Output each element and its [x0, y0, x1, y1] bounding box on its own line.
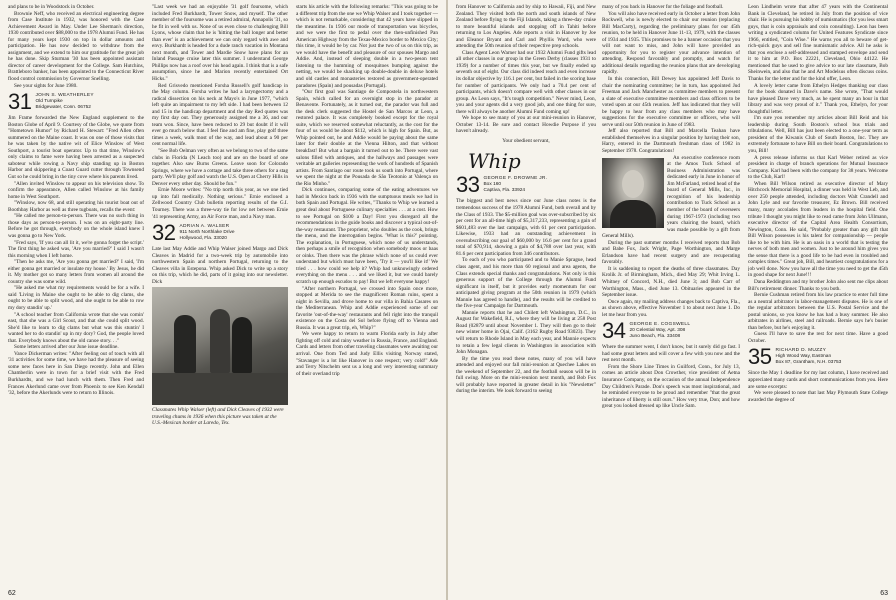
paragraph: Leon Lindheim wrote that after 47 years with the Continental Bank in Cleveland, he retired in July from the position of vice chair. He is pursuing his hobby of numismatics (for you less smart guys, that is coin appraisals and coin consulting). Leon has been writing a syndicated column for United Features Syndicate since 1966, entitled, "Coin Wise." He warns you all to beware of get-rich-quick guys and sell fine numismatic advice. All he asks is that you enclose a self-addressed and stamped envelope and send it to him at P.O. Box 22221, Cleveland, Ohio 44122. He mentioned that he used to give advice to our late classmate, Bob Sheinwein, and also that he and Art Modelsus often discuss coins. Thanks for the letter and for the kind offer, Leon.: [748, 4, 888, 83]
address-line: Bridgewater, Conn. 06752: [35, 105, 91, 111]
address-line: Box 160: [483, 182, 502, 188]
paragraph: "Last week we had an enjoyable '31 golf foursome, which included Fred Burkhardt, Tower Snow, and myself. The other member of the foursome was a retired admiral, Annapolis '31, so he fit in well with us. None of us even close to challenging Bill Lyons, whose claim that he is 'hitting the ball longer and better than ever' is an achievement we can only regard with awe and envy. Burkhardt is headed for a dude ranch vacation in Montana next month, and Tower and Mardie Snow have plans for an Inland Passage cruise later this summer. I understand George Phillips now has a roof over his head again. I think that is a safe assumption, since he and Marion recently entertained Ort Hicks.": [152, 4, 288, 83]
paragraph: You will also have received early in October a letter from John Rockwell, who is newly elected to chair our reunion (replacing Bill MacCarty), regarding the preliminary plans for our 45th reunion, to be held in Hanover June 11-13, 1979, with the classes of 1934 and 1935. This promises to be a banner occasion that you will not want to miss, and John will have provided an opportunity for you to register your advance intention of attending. Respond favorably and promptly, and watch for additional details regarding the reunion plans that are developing rapidly.: [602, 10, 740, 76]
paragraph: Mannie reports that he and Chilett left Washington, D.C., in August for Wakefield, R.I., where they will be living at 258 Post Road (02879 until about November 1. They will then go to their new winter home in Ojai, Calif. (3162 Rugby Road 93023). They will return to Rhode Island in May each year, and Mannie expects to retain a few legal clients in Washington in association with John Monagan.: [456, 309, 596, 356]
class-entry-33: [456, 172, 596, 198]
paragraph: To each of you who participated and to Manie Sprague, head class agent, and his more than 60 regional and area agents, the Class extends special thanks and congratulations. Not only is this generous support of the College through the Alumni Fund significant in itself, but it provides early momentum for our anticipated giving program at the 50th reunion in 1979 (which Mannie has agreed to handle), and the results will be credited to the five-year Campaign for Dartmouth.: [456, 257, 596, 310]
secretary-name: GEORGE F. DROWNE JR.: [483, 176, 548, 182]
paragraph: In this connection, Bill Dewey has appointed Jeff Davis to chair the nominating committee; he in turn, has appointed Jud Freeman and Jack Manchester as committee members to present a slate of executive committee members and class officers to be voted upon at our 45th reunion. Jeff has indicated that they will be happy to hear from any class members who may have suggestions for the executive committee or officers, who will serve until our 50th reunion in June of 1983.: [602, 76, 740, 128]
paragraph: "Then he asks me, 'Are you gonna get married?' I said, 'I'm either gonna get married or insulate my house.' By Jesus, he did it. My mother got so many letters from women all around the country she was some wild.: [8, 259, 144, 285]
paragraph: By the time you read these notes, many of you will have attended and enjoyed our fall mini-reunion at Quechee Lakes on the weekend of September 22, and the football season will be in full swing. More on the mini-reunion next month, and Bob Fox will probably have reported in greater detail in his "Newsletter" during the interim. We look forward to seeing: [456, 355, 596, 395]
address-line: Hollywood, Fla. 33020: [179, 236, 227, 242]
secretary-name: ADRIAN A. WALSER: [179, 224, 230, 230]
secretary-name: RICHARD D. MUZZY: [775, 348, 827, 354]
right-column-3: [748, 4, 888, 582]
paragraph: Brownie Neff, who received an electrical engineering degree from Case Institute in 1932, was honored with the Case Achievement Award in May. Under Lee Sherman's direction, 1930 contributed over $88,000 to the 1978 Alumni Fund. He has for many years kept 1930 on top in dollar amounts and participation. He has now decided to withdraw from the assignment, and we extend to him our gratitude for the great job he has done. Skip Sturman '30 has been appointed assistant director of career development for the College. Sam Hutchins, Brattleboro banker, has been appointed to the Connecticut River flood control commission by Governor Snelling.: [8, 10, 144, 83]
paragraph: "Fred says, 'If you can all lit it, we're gonna forget the script.' The first thing he asked was, 'Are you married?' I said I wasn't this morning when I left home.: [8, 239, 144, 259]
paragraph: "After northern Portugal, we crossed into Spain once more, stopped at Merida to see the magnificent Roman ruins, spent a night in Sevilla, and drove home to our villa in Bahia Casares on the Mediterranean. Whip and Addie experienced some of our favorite 'out-of-the-way' restaurants and fell right into the tranquil existence on the Costa del Sol before flying off to Vienna and Russia. It was a great trip, eh, Whip?": [296, 285, 438, 331]
right-page: [448, 0, 896, 600]
class-number: 33: [456, 172, 480, 198]
class-entry-35: [748, 344, 888, 370]
photo-figure: [232, 317, 252, 373]
photo-figure: [174, 315, 196, 373]
paragraph: An executive conference room at the Amos Tuck School of Business Administration was dedicated early in June in honor of Jim McFarland, retired head of the board of General Mills, Inc., in recognition of his leadership contribution to Tuck School as a member of the board of overseers during 1967-1973 (including two years chairing the board, which was made possible by a gift from General Mills).: [602, 154, 740, 240]
paragraph: Jim Frame forwarded the New England supplement to the Boston Globe of April 9. Courtesy of the Globe, we quote from "Hometown Humor" by Richard H. Stewart: "Fred Allen often summered on the Maine coast. It was on one of those visits that he was taken by the native wit of Elice Winslow of West Southport, a tourist boat operator. Up to that time, Winslow's only claims to fame were having been arrested as a suspected saboteur while rowing a Navy ship standing up in Boston Harbor and skippering a Coast Guard cutter through Townsend Gut so he could bring in the tiny cove where his parents lived.: [8, 115, 144, 181]
paragraph: During the past summer months I received reports that Bob and Babe Fox, Jack Wright, Page Worthington, and Marge Erlandson have had recent surgery and are recuperating favorably.: [602, 239, 740, 266]
address-line: Box 87, Grantham, N.H. 03753: [775, 360, 842, 366]
paragraph: Vance Dickerman writes: "After feeling out of touch with all '31 activities for some time, we have had the pleasure of seeing some new faces here in San Diego recently. John and Ellen Chamberlin were in town for a brief visit with the Fred Burkhardts, and we had lunch with them. Then Fred and Frances Akerlund came over from Phoenix to see Ken Kendall '32, before the Akerlunds were to return to Illinois.: [8, 350, 144, 397]
paragraph: The biggest and best news since our June class notes is the tremendous success of the 1978 Alumni Fund, both overall and by the Class of 1933. The $5-million goal was over-subscribed by six per cent for an all-time high of $5,317,233, representing a gain of $601,483 over the last campaign, with 61 per cent participation. Likewise, 1933 had an outstanding achievement in oversubscribing our goal of $60,000 by 16.6 per cent for a grand total of $70,914, showing a gain of $4,788 over last year, with 81.6 per cent participation from 346 contributors.: [456, 198, 596, 257]
class-secretary-address: [483, 175, 547, 194]
paragraph: from Hanover to California and by ship to Hawaii, Fiji, and New Zealand. They visited both the north and south islands of New Zealand before flying to the Fiji Islands, taking a three-day cruise to more beautiful islands and stopping off in Tahiti before returning to Los Angeles. Ade reports a visit in Hanover by Joe and Eleanor Bryant and Carl and Phyllis Ward, who were attending the 50th reunion of their respective prep schools.: [456, 4, 596, 50]
address-line: Captiva, Fla. 33924: [483, 188, 526, 194]
paragraph: "He asked me what my requirements would be for a wife. I said 'Living in Maine she ought to be able to dig clams, she ought to be able to split wood, and she ought to be able to row my dory standin' up.': [8, 285, 144, 311]
paragraph: Ernie Moore writes: "No trip north this year, as we one tied up into fall medically. Nothing serious." Ernie enclosed a Zellwood Country Club bulletin reporting results of the G.I. Tourney. There was a three-way tie for low net between Ernie '41 representing Army, an Air Force man, and a Navy man.: [152, 187, 288, 220]
left-page: [0, 0, 446, 600]
paragraph: "See Bob Oelman very often as we belong to two of the same clubs in Florida (N Leach too) and are on the board of one together. Also saw Burns Greens. Leave soon for Colorado Springs, where we have a cottage and take three others for a stag party. We'll play golf and watch the U.S. Open at Cherry Hills in Denver every other day. Should be fun.": [152, 148, 288, 187]
paragraph: "Our first goal was Santiago de Compostela in northwestern Spain, which called for an overnight stop in the parador at Benavente. Fortunately, as it turned out, the parador was full and the desk clerk suggested the Hostel de San Marcos at Leon, a restored palace. It was completely booked except for the royal suite, which we reserved somewhat reluctantly, as the cost for the four of us would be about $112, which is high for Spain. But, as Whip pointed out, he and Addie would be paying about the same later for their double at the Vienna Hilton, and that without breakfast! But what a bargain it turned out to be. There were vast salons filled with antiques, and the hallways and passages were veritable art galleries representing the work of hundreds of Spanish artists. From Santiago our route took us south into Portugal, where we spent the night at the Pousada de São Teotonio at Valença on the Rio Minho.": [296, 89, 438, 187]
paragraph: "A school teacher from California wrote that she was comin' east, that she was a Girl Scout, and that she could split wood. She'd like to learn to dig clams but what was this stuntin' I wanted her to do standin' up in my dory? God, the people loved that. Everybody knows about the old canoe story. . .": [8, 311, 144, 344]
paragraph: Class Agent Leon Warner had our 1932 Alumni Fund gifts lead all other classes in our group in the Green Derby (classes 1931 to 1939) for a number of times this year, but we finally ended up seventh out of eight. Our class did indeed reach and even increase its dollar objective by 116.1 per cent, but failed in the scoring base for number of participants. We only had a 70.4 per cent of participants, which doesn't compare well with other classes in our group. As Leon says, "It's tough competition." Never mind, Leon, you and your agents did a very good job, and one thing for sure, there will always be another Alumni Fund coming up!: [456, 49, 596, 115]
class-entry-34: [602, 318, 740, 344]
paragraph: Dick continues, comparing some of the eating adventures we had in Mexico back in 1936 with the sumptuous meals we had in both Spain and Portugal. He writes, "Thanks to Whip we learned a great deal about Portuguese culinary specialties . . . at a cost. How to see Portugal on $100 a Day! First you disregard all the recommendations in the guide books and discover a typical out-of-the-way restaurant. The proprietor, who doubles as the cook, brings the menu, and the interrogation begins. 'What is this?' pointing. The explanation, in Portuguese, which none of us understands, then perhaps a smile of recognition when somebody moos or baas or oinks. Then there was the phrase which none of us could ever understand but which must have been, 'Try it — you'll like it!' We tried . . . how could we help it? Whip had unknowingly ordered everything on the menu . . . and we liked it, but we could barely scratch up enough escudos to pay! But we left everyone happy!: [296, 187, 438, 285]
paragraph: A lovely letter came from Ethelyn Hedges thanking our class for the book donated in Dave's name. She wrote, "That would have pleased Dave very much, as he spent many an hour in that library and was very proud of it." Thank you, Ethelyn, for your thoughtful letter.: [748, 82, 888, 115]
paragraph: From the Shore Line Times in Guilford, Conn., for July 13, comes an article about Don Crowther, vice president of Aetna Insurance Company, on the occasion of the annual Independence Day Children's Parade. Don's speech was most inspirational, and he reminded everyone to be proud and remember "that the great inheritance of liberty is still ours." How very true, Don; and how great you looked dressed up like Uncle Sam.: [602, 363, 740, 410]
class-number: 35: [748, 344, 772, 370]
address-line: 20 Celestial Way, Apt. 308: [629, 328, 686, 334]
paragraph: We were happy to return to warm Florida early in July after fighting off cold and rainy weather in Russia, France, and England. Cards and letters from other traveling classmates were awaiting our arrival. One from Ted and Judy Ellis visiting Norway stated, "Stavanger is a lot like Hanover in one respect; very cold!" Ade and Terry Nitschelm sent us a long and very interesting summary of their overland trip: [296, 331, 438, 377]
left-column-2: [152, 4, 288, 582]
right-column-2: [602, 4, 740, 582]
paragraph: Late last May Addie and Whip Walser joined Margo and Dick Cleaves in Madrid for a two-week trip by automobile into northwestern Spain and northern Portugal, returning to the Cleaves villa in Estepona. Whip asked Dick to write up a story on this trip, which he did, parts of it going into our newsletter. Dick: [152, 246, 288, 285]
page-number: 62: [8, 590, 16, 597]
right-column-1: [456, 4, 596, 582]
paragraph: many of you back in Hanover for the foliage and football.: [602, 4, 724, 10]
paragraph: "Winslow, now 68, and still operating his tourist boat out of Boothbay Harbor as well as three tugboats, recalls the event:: [8, 200, 144, 213]
class-entry-31: [8, 89, 144, 115]
secretary-name: GEORGE E. COGSWELL: [629, 322, 691, 328]
signature: Whip: [468, 149, 521, 174]
paragraph: I'm sure you remember my articles about Bill Reid and his leadership during South Boston's school bus trials and tribulations. Well, Bill has just been elected to a one-year term as president of the Kiwanis Club of South Boston, Inc. They are extremely fortunate to have Bill on their board. Congratulations to you, Bill!: [748, 115, 888, 155]
photo-car-shape: [152, 373, 288, 405]
paragraph: Red Grisvedo mentioned Forsha Russell's golf handicap in the May column. Forsha writes he had a laryngectomy and a radical dissection on his neck at Mayo's in June 1977, "which left quite an impairment to my left side. I had been between 12 and 15 in the handicap department and the day Red quotes was my first day out. They generously assigned me a 36, and our team won. Since, have been reduced to 29 but doubt if it will ever go much below that. I feel fine and am fine, play golf three times a week, walk most of the way, and lead about a 90 per cent normal life.: [152, 82, 288, 148]
class-secretary-address: [775, 347, 841, 366]
left-column-1: [8, 4, 144, 582]
portrait-photo: [602, 158, 664, 228]
paragraph: "Allen invited Winslow to appear on his television show. To confirm the appearance, Allen called Winslow at his family home in West Southport.: [8, 180, 144, 200]
paragraph: When Bill Wilson retired as executive director of Mary Hitchcock Memorial Hospital, a dinner was held in West Leb, and over 250 people attended, including doctors Walt Crandell and John Lyle and our favorite treasurer, Ez Brown. Bill received many, many accolades from leaders in the hospital field. One tribute I thought you might like to read came from John Ullmann, executive director of the Capital Area Health Consortium, Newington, Conn. He said, "Probably greater than any gift that Bill Wilson possesses is his talent for companionship — people like to be with him. He is an oasis in a world that is testing the nerves of both men and women. Just to be around him gives you the sense that there is a good life to be had even in troubled and complex times." Great job, Bill, and heartiest congratulations for a job well done. Now you have all the time you need to get the 45th in good shape for next June!!!: [748, 180, 888, 279]
paragraph: It is saddening to report the deaths of three classmates. Day Krolik Jr. of Birmingham, Mich., died May 29; Whit Irving L. Whitney of Concord, N.H., died June 3; and Bob Carr of Worthington, Mass., died June 13. Obituaries appeared in the September issue.: [602, 265, 740, 299]
class-number: 34: [602, 318, 626, 344]
paragraph: We were pleased to note that last May Plymouth State College awarded the degree of: [748, 390, 888, 403]
class-number: 31: [8, 89, 32, 115]
address-line: Old Turnpike: [35, 99, 63, 105]
portrait-face: [622, 170, 644, 198]
classmates-photo: [152, 287, 288, 405]
closing-line: Your obedient servant,: [502, 137, 550, 144]
paragraph: Dana Reddington and my brother John also sent me clips about Bill's retirement dinner. Thanks to you both.: [748, 278, 888, 292]
address-line: Juno Beach, Fla. 33408: [629, 334, 681, 340]
secretary-name: JOHN S. WEATHERLEY: [35, 93, 94, 99]
page-number: 63: [880, 590, 888, 597]
paragraph: We hope to see many of you at our mini-reunion in Hanover, October 13-14. Be sure and contact Howdie Purpose if you haven't already.: [456, 115, 596, 135]
paragraph: Once again, my mailing address changes back to Captiva, Fla., as shown above, effective November 1 to about next June 1. Do let me hear from you.: [602, 298, 740, 318]
portrait-body: [610, 200, 656, 228]
paragraph: Jeff also reported that Bill and Marcella Teahan have established themselves in a singular position by having their son, Harry, entered in the Dartmouth freshman class of 1982 in September 1978. Congratulations!: [602, 128, 740, 155]
class-secretary-address: [35, 92, 93, 111]
paragraph: starts his article with the following remarks: "This was going to be a different trip from the one we Whip Walser and I took together — which is not remarkable, considering that 42 years have slipped in the meantime. In 1936 our mode of transportation was bicycles, and we were the first to pedal over the then-unfinished Pan American Highway from the Texas-Mexico border to Mexico City; this time, it would be by car. Not just the two of us on this trip, as we would have the benefit and pleasure of our spouses Margo and Addie. And, instead of sleeping double in a two-peson tent listening to the humming of mosquitoes bumping against the netting, we would be shacking up double-double in deluxe hotels and old castles and monasteries restored as government-operated paradores (Spain) and pousadas (Portugal).: [296, 4, 438, 89]
paragraph: A press release informs us that Karl Weber retired as vice president in charge of branch operations for Mutual Insurance Company. Karl had been with the company for 38 years. Welcome to the Club, Karl!: [748, 154, 888, 181]
paragraph: Some letters arrived after our June issue deadline.: [14, 344, 119, 351]
paragraph: Guess I'll have to save the rest for next time. Have a good October.: [748, 331, 888, 344]
paragraph: Where the summer went, I don't know, but it surely did go fast. I had some great letters and will cover a few with you now and the rest next month.: [602, 344, 740, 364]
photo-caption: Classmates Whip Walser (left) and Dick Cleaves of 1932 were traveling chums in 1936 when this picture was taken at the U.S.-Mexican border at Laredo, Tex.: [152, 407, 284, 427]
paragraph: "He called me person-to-person. There was no such thing in those days as person-to-person. I was on an eight-party line. Before he got through, everybody on the whole island knew I was gonna go to New York.: [8, 213, 144, 239]
class-number: 32: [152, 220, 176, 246]
address-line: High Wood Way, Eastman: [775, 354, 832, 360]
paragraph: Bernie Cushman retired from his law practice to enter full time as a neutral arbitrator in labor-management disputes. He is one of the regular arbitrators between the U.S. Postal Service and the postal unions, so you know he has had a busy summer. He also arbitrates in airlines, steel and railroads. Bernie says he's busier than before, but he's enjoying it.: [748, 292, 888, 331]
class-entry-32: [152, 220, 288, 246]
class-secretary-address: [179, 223, 234, 242]
class-secretary-address: [629, 321, 690, 340]
left-column-3: [296, 4, 438, 582]
paragraph: Since the May 1 deadline for my last column, I have received and appreciated many cards and short communications from you. Here are some excerpts:: [748, 370, 888, 390]
paragraph: and plans to be in Woodstock in October.: [8, 4, 95, 10]
photo-figure: [210, 309, 230, 373]
paragraph: See your sights for June 1980.: [14, 82, 78, 89]
address-line: 911 North Northlake Drive: [179, 230, 235, 236]
